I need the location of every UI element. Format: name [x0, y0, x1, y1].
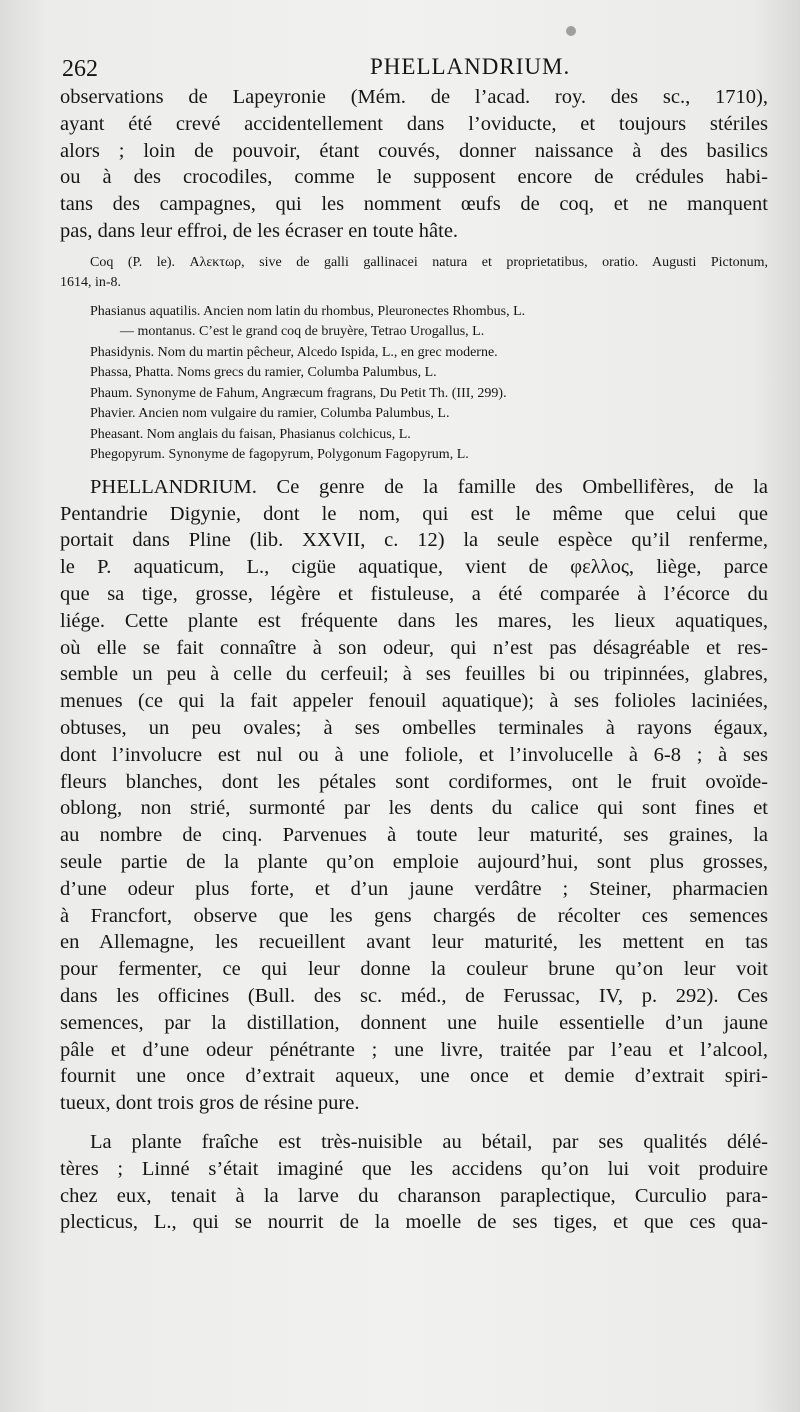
citation-line: 1614, in-8. — [60, 275, 122, 291]
text-line: Pentandrie Digynie, dont le nom, qui est le même que celui que — [60, 502, 768, 525]
bibliographic-citation — [60, 253, 768, 294]
text-line: dont l’involucre est nul ou à une foliole, et l’involucelle à 6-8 ; à ses — [60, 743, 768, 766]
dictionary-entry: Pheasant. Nom anglais du faisan, Phasianus colchicus, L. — [90, 426, 411, 442]
text-line: semences, par la distillation, donnent une huile essentielle d’un jaune — [60, 1011, 768, 1034]
dictionary-entry: Phavier. Ancien nom vulgaire du ramier, Columba Palumbus, L. — [90, 406, 450, 422]
text-line: dans les officines (Bull. des sc. méd., de Ferussac, IV, p. 292). Ces — [60, 984, 768, 1007]
page-number: 262 — [62, 56, 98, 82]
dictionary-entry: Phasidynis. Nom du martin pêcheur, Alcedo Ispida, L., en grec moderne. — [90, 344, 498, 360]
text-line: liége. Cette plante est fréquente dans les mares, les lieux aquatiques, — [60, 609, 768, 632]
text-line: fournit une once d’extrait aqueux, une once et demie d’extrait spiri- — [60, 1065, 768, 1088]
dictionary-entry: Phaum. Synonyme de Fahum, Angræcum fragrans, Du Petit Th. (III, 299). — [90, 385, 507, 401]
text-line: fleurs blanches, dont les pétales sont cordiformes, ont le fruit ovoïde- — [60, 770, 768, 793]
text-line: plecticus, L., qui se nourrit de la moelle de ses tiges, et que ces qua- — [60, 1211, 768, 1234]
text-line: où elle se fait connaître à son odeur, qui n’est pas désagréable et res- — [60, 636, 768, 659]
text-line: en Allemagne, les recueillent avant leur maturité, les mettent en tas — [60, 931, 768, 954]
text-line: pas, dans leur effroi, de les écraser en toute hâte. — [60, 219, 459, 242]
text-block — [60, 48, 768, 1236]
article-phellandrium — [60, 474, 768, 1117]
text-line: portait dans Pline (lib. XXVII, c. 12) la seule espèce qu’il renferme, — [60, 529, 768, 552]
dictionary-entry: Phegopyrum. Synonyme de fagopyrum, Polygonum Fagopyrum, L. — [90, 447, 469, 463]
text-line: tueux, dont trois gros de résine pure. — [60, 1092, 360, 1115]
dictionary-entry: Phasianus aquatilis. Ancien nom latin du rhombus, Pleuronectes Rhombus, L. — [90, 303, 526, 319]
text-line: le P. aquaticum, L., cigüe aquatique, vient de φελλος, liège, parce — [60, 556, 768, 579]
page-header — [60, 48, 768, 84]
text-line: pour fermenter, ce qui leur donne la couleur brune qu’on leur voit — [60, 958, 768, 981]
text-line: menues (ce qui la fait appeler fenouil aquatique); à ses folioles laciniées, — [60, 690, 768, 713]
paragraph-toxicity — [60, 1129, 768, 1236]
text-line: oblong, non strié, surmonté par les dents du calice qui sont fines et — [60, 797, 768, 820]
dictionary-entries — [60, 302, 768, 466]
text-line: ayant été crevé accidentellement dans l’oviducte, et toujours stériles — [60, 112, 768, 135]
article-heading-line: PHELLANDRIUM. Ce genre de la famille des Ombellifères, de la — [90, 475, 768, 498]
text-line: observations de Lapeyronie (Mém. de l’acad. roy. des sc., 1710), — [60, 86, 768, 108]
dictionary-entry: — montanus. C’est le grand coq de bruyère, Tetrao Urogallus, L. — [120, 324, 485, 340]
ink-smudge — [566, 26, 576, 36]
text-line: seule partie de la plante qu’on emploie aujourd’hui, sont plus grosses, — [60, 850, 768, 873]
text-line: pâle et d’une odeur pénétrante ; une livre, traitée par l’eau et l’alcool, — [60, 1038, 768, 1061]
paragraph-continuation — [60, 84, 768, 245]
text-line: ou à des crocodiles, comme le supposent encore de crédules habi- — [60, 166, 768, 189]
text-line: que sa tige, grosse, légère et fistuleuse, a été comparée à l’écorce du — [60, 582, 768, 605]
text-line: chez eux, tenait à la larve du charanson paraplectique, Curculio para- — [60, 1184, 768, 1207]
text-line: d’une odeur plus forte, et d’un jaune verdâtre ; Steiner, pharmacien — [60, 877, 768, 900]
dictionary-entry: Phassa, Phatta. Noms grecs du ramier, Columba Palumbus, L. — [90, 365, 437, 381]
citation-line: Coq (P. le). Αλεκτωρ, sive de galli gallinacei natura et proprietatibus, oratio. Augusti Pictonum, — [90, 254, 768, 270]
text-line: alors ; loin de pouvoir, étant couvés, donner naissance à des basilics — [60, 139, 768, 162]
text-line: tères ; Linné s’était imaginé que les accidens qu’on lui voit produire — [60, 1157, 768, 1180]
text-line: La plante fraîche est très-nuisible au bétail, par ses qualités délé- — [90, 1130, 768, 1153]
running-title: PHELLANDRIUM. — [370, 54, 571, 79]
text-line: au nombre de cinq. Parvenues à toute leur maturité, ses graines, la — [60, 824, 768, 847]
text-line: obtuses, un peu ovales; à ses ombelles terminales à rayons égaux, — [60, 716, 768, 739]
text-line: semble un peu à celle du cerfeuil; à ses feuilles bi ou tripinnées, glabres, — [60, 663, 768, 686]
text-line: à Francfort, observe que les gens chargés de récolter ces semences — [60, 904, 768, 927]
text-line: tans des campagnes, qui les nomment œufs de coq, et ne manquent — [60, 193, 768, 216]
